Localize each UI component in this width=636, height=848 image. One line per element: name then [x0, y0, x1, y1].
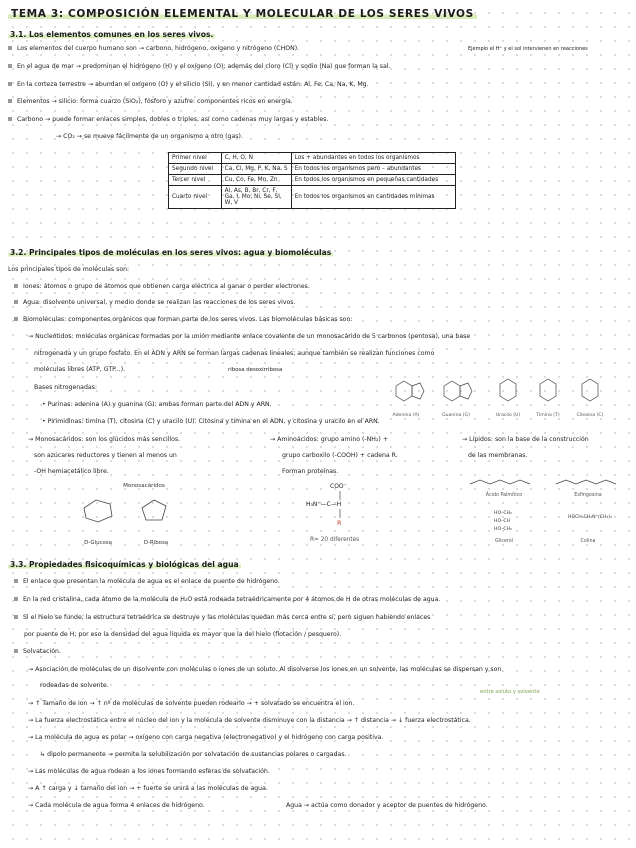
bullet-icon [8, 117, 12, 121]
s33-p3b: por puente de H; por eso la densidad del agua líquida es mayor que la del hielo (flotación / pesquero). [24, 631, 342, 638]
s33-p3a: Si el hielo se funde, la estructura tetraédrica se destruye y las moléculas quedan más cerca entre sí, pero siguen habiendo enlaces [14, 614, 430, 622]
mono-label-ribose: D-Ribosa [143, 540, 169, 546]
section-3-1-heading: 3.1. Los elementos comunes en los seres vivos. [10, 30, 214, 39]
bullet-icon [14, 317, 18, 321]
table-cell-level: Tercer nivel [169, 175, 222, 186]
bullet-icon [14, 579, 18, 583]
s33-sv-1a: → Asociación de moléculas de un disolvente con moléculas o iones de un soluto. Al disolverse los iones en un solvente, las moléculas se dispersan y son [28, 666, 502, 673]
s33-sv-5: ↳ dipolo permanente → permite la solubilización por solvatación de sustancias polares o cargadas. [40, 751, 347, 758]
table-cell-level: Cuarto nivel [169, 186, 222, 209]
s32-agua: Agua: disolvente universal, y medio donde se realizan las reacciones de los seres vivos. [14, 299, 296, 307]
elements-levels-table [168, 152, 456, 209]
base-label-cytosine: Citosina (C) [576, 413, 604, 418]
bullet-icon [8, 82, 12, 86]
table-cell-elements: Al, As, B, Br, Cr, F, Ga, I, Mo, Ni, Se, Si, W, V [221, 186, 291, 209]
guanine-structure [444, 381, 472, 401]
lipid-label-glycerol: Glicerol [494, 539, 514, 544]
s33-sv-4: → La molécula de agua es polar → oxígeno con carga negativa (electronegativo) y el hidrógeno con carga positiva. [28, 734, 384, 741]
thymine-structure [540, 379, 556, 401]
s31-line-5a: Carbono → puede formar enlaces simples, dobles o triples, así como cadenas muy largas y estables. [8, 116, 328, 124]
glycerol-formula: HO–CH₂ [494, 527, 512, 532]
sphingosine-chain [556, 480, 616, 484]
table-row [169, 153, 456, 164]
s31-line-4: Elementos → silicio: forma cuarzo (SiO₂), fósforo y azufre: componentes ricos en energía. [8, 98, 293, 106]
table-row [169, 175, 456, 186]
s33-sv-7: → A ↑ carga y ↓ tamaño del ion → + fuerte se unirá a las moléculas de agua. [28, 785, 268, 792]
bullet-icon [14, 300, 18, 304]
s32-mono-1: → Monosacáridos: son los glúcidos más sencillos. [28, 436, 181, 443]
s31-line-1: Los elementos del cuerpo humano son → carbono, hidrógeno, oxígeno y nitrógeno (CHON). [8, 45, 299, 53]
s33-sv-8: → Cada molécula de agua forma 4 enlaces de hidrógeno. [28, 802, 205, 809]
s33-sv-6: → Las moléculas de agua rodean a los iones formando esferas de solvatación. [28, 768, 270, 775]
s32-nuc-1: → Nucleótidos: moléculas orgánicas formadas por la unión mediante enlace covalente de un monosacárido de 5 carbonos (pentosa), una base [28, 333, 471, 340]
table-cell-elements: C, H, O, N [221, 153, 291, 164]
s32-mono-2: son azúcares reductores y tienen al menos un [34, 452, 177, 459]
s33-p1: El enlace que presentan la molécula de agua es el enlace de puente de hidrógeno. [14, 578, 280, 586]
section-3-3-heading: 3.3. Propiedades fisicoquímicas y biológicas del agua [10, 560, 239, 569]
s32-mono-3: -OH hemiacetálico libre. [34, 468, 109, 475]
s33-sv-2: → ↑ Tamaño de ion → ↑ nº de moléculas de solvente pueden rodearlo → + solvatado se encuentra el ion. [28, 700, 355, 707]
base-label-uracil: Uracilo (U) [495, 413, 521, 418]
mono-label-glucose: D-Glucosa [84, 540, 112, 546]
s31-line-5b: → CO₂ → se mueve fácilmente de un organismo a otro (gas). [56, 133, 243, 140]
table-cell-elements: Cu, Co, Fe, Mn, Zn [221, 175, 291, 186]
aa-label: R= 20 diferentes [310, 537, 360, 543]
base-label-adenine: Adenina (A) [392, 413, 420, 418]
s31-line-3: En la corteza terrestre → abundan el oxígeno (O) y el silicio (Si), y en menor cantidad están: Al, Fe, Ca, Na, K, Mg. [8, 81, 369, 89]
glycerol-formula: HO–CH₂ [494, 511, 512, 516]
s33-sv-8-note: Agua → actúa como donador y aceptor de puentes de hidrógeno. [286, 802, 488, 809]
aa-carboxyl: COO⁻ [330, 483, 347, 490]
bullet-icon [14, 284, 18, 288]
adenine-structure [396, 381, 424, 401]
table-cell-level: Primer nivel [169, 153, 222, 164]
section-3-2-heading: 3.2. Principales tipos de moléculas en los seres vivos: agua y biomoléculas [10, 248, 332, 257]
amino-acid-figure [300, 478, 390, 548]
bullet-icon [8, 46, 12, 50]
s33-sv-1b: rodeadas de solvente. [40, 682, 109, 689]
aa-r-group: R [337, 519, 342, 527]
base-label-guanine: Guanina (G) [442, 413, 470, 418]
table-cell-desc: En todos los organismos en pequeñas cantidades [291, 175, 455, 186]
table-cell-desc: En todos los organismos en cantidades mínimas [291, 186, 455, 209]
s32-amino-3: Forman proteínas. [282, 468, 339, 475]
monosaccharides-figure [72, 478, 192, 550]
monosaccharides-title: Monosacáridos [123, 483, 165, 489]
s31-line-2: En el agua de mar → predominan el hidrógeno (H) y el oxígeno (O); además del cloro (Cl) y sodio (Na) que forman la sal. [8, 63, 390, 71]
bullet-icon [8, 64, 12, 68]
base-label-thymine: Timina (T) [536, 413, 560, 418]
palmitic-chain [470, 480, 530, 484]
s32-bases-title: Bases nitrogenadas: [34, 384, 97, 391]
s32-iones: Iones: átomos o grupo de átomos que obtienen carga eléctrica al ganar o perder electrones. [14, 283, 310, 291]
glucose-ring [84, 500, 112, 522]
bullet-icon [14, 615, 18, 619]
uracil-structure [500, 379, 516, 401]
table-row [169, 164, 456, 175]
s33-sv-2-note: entre soluto y solvente [480, 689, 540, 695]
nitrogenous-bases-figure [382, 372, 634, 430]
s32-lipids-2: de las membranas. [468, 452, 528, 459]
s32-amino-2: grupo carboxilo (-COOH) + cadena R. [282, 452, 398, 459]
s32-pirimidinas: • Pirimidinas: timina (T), citosina (C) y uracilo (U). Citosina y timina en el ADN, y citosina y uracilo en el ARN. [42, 418, 380, 425]
page-title: TEMA 3: COMPOSICIÓN ELEMENTAL Y MOLECULAR DE LOS SERES VIVOS [8, 8, 477, 20]
glycerol-formula: HO–CH [494, 519, 511, 524]
s32-nuc-3-note: ribosa desoxirribosa [228, 367, 283, 373]
cytosine-structure [582, 379, 598, 401]
bullet-icon [14, 649, 18, 653]
table-row [169, 186, 456, 209]
table-cell-level: Segundo nivel [169, 164, 222, 175]
ribose-ring [142, 500, 166, 520]
bullet-icon [8, 99, 12, 103]
s33-p2: En la red cristalina, cada átomo de la molécula de H₂O está rodeada tetraédricamente por 4 átomos de H de otras moléculas de agua. [14, 596, 440, 604]
lipids-figure [464, 470, 632, 550]
aa-amino: H₃N⁺—C—H [306, 501, 342, 508]
s31-line-1-note: Ejemplo el H⁺ y el sol intervienen en reacciones [468, 46, 588, 52]
s33-sv-3: → La fuerza electrostática entre el núcleo del ion y la molécula de solvente disminuye con la distancia → ↑ distancia → ↓ fuerza electrostática. [28, 717, 471, 724]
bullet-icon [14, 597, 18, 601]
s32-nuc-2: nitrogenada y un grupo fosfato. En el ADN y ARN se forman largas cadenas lineales; aunque también se realizan funciones como [34, 350, 435, 357]
s32-intro: Los principales tipos de moléculas son: [8, 266, 130, 273]
s32-biomoleculas: Biomoléculas: componentes orgánicos que forman parte de los seres vivos. Las biomoléculas básicas son: [14, 316, 352, 324]
table-cell-elements: Ca, Cl, Mg, P, K, Na, S [221, 164, 291, 175]
table-cell-desc: Los + abundantes en todos los organismos [291, 153, 455, 164]
lipid-label-choline: Colina [580, 539, 596, 544]
s33-solvation: Solvatación. [14, 648, 61, 656]
s32-amino-1: → Aminoácidos: grupo amino (-NH₂) + [270, 436, 388, 443]
s32-nuc-3: moléculas libres (ATP, GTP...). [34, 366, 126, 373]
s32-lipids-1: → Lípidos: son la base de la construcción [462, 436, 589, 443]
choline-formula: HOCH₂CH₂N⁺(CH₃)₃ [568, 515, 612, 520]
lipid-label-palmitic: Ácido Palmítico [485, 493, 523, 498]
s32-purinas: • Purinas: adenina (A) y guanina (G); ambas forman parte del ADN y ARN. [42, 401, 272, 408]
lipid-label-sphingosine: Esfingosina [574, 493, 602, 498]
table-cell-desc: En todos los organismos pero – abundantes [291, 164, 455, 175]
